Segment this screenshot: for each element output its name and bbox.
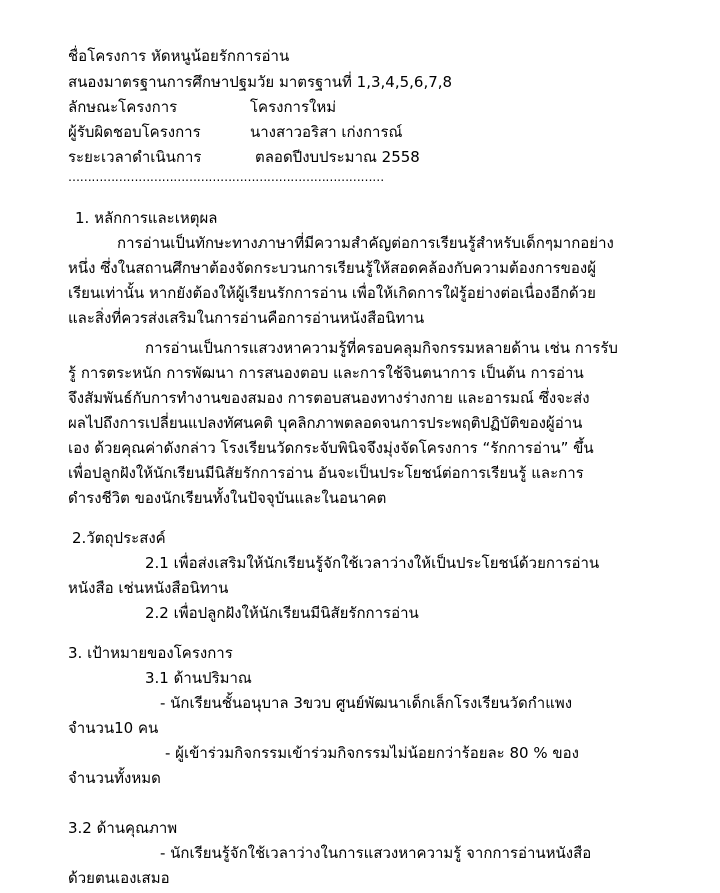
- period-row: [68, 146, 628, 168]
- owner-label: ผู้รับผิดชอบโครงการ: [68, 123, 201, 141]
- section1-p1-line3: เรียนเท่านั้น หากยังต้องให้ผู้เรียนรักการอ่าน เพื่อให้เกิดการใฝ่รู้อย่างต่อเนื่องอีกด้วย: [68, 284, 596, 302]
- project-type-value: โครงการใหม่: [250, 98, 337, 116]
- quantity-target-1-line2: จำนวน10 คน: [68, 719, 159, 737]
- section1-p2-line7: ดำรงชีวิต ของนักเรียนทั้งในปัจจุบันและในอนาคต: [68, 489, 387, 507]
- quality-target-1-line1: - นักเรียนรู้จักใช้เวลาว่างในการแสวงหาความรู้ จากการอ่านหนังสือ: [160, 844, 592, 862]
- standards-line: สนองมาตรฐานการศึกษาปฐมวัย มาตรฐานที่ 1,3,4,5,6,7,8: [68, 73, 453, 91]
- section1-p2-line6: เพื่อปลูกฝังให้นักเรียนมีนิสัยรักการอ่าน อันจะเป็นประโยชน์ต่อการเรียนรู้ และการ: [68, 464, 584, 482]
- section1-p1-line4: และสิ่งที่ควรส่งเสริมในการอ่านคือการอ่านหนังสือนิทาน: [68, 309, 425, 327]
- section1-p2-line2: รู้ การตระหนัก การพัฒนา การสนองตอบ และการใช้จินตนาการ เป็นต้น การอ่าน: [68, 364, 584, 382]
- quantity-target-1-line1: - นักเรียนชั้นอนุบาล 3ขวบ ศูนย์พัฒนาเด็กเล็กโรงเรียนวัดกำแพง: [160, 694, 573, 712]
- section1-p1-line1: การอ่านเป็นทักษะทางภาษาที่มีความสำคัญต่อการเรียนรู้สำหรับเด็กๆมากอย่าง: [117, 234, 614, 252]
- period-label: ระยะเวลาดำเนินการ: [68, 148, 202, 166]
- section1-p2-line5: เอง ด้วยคุณค่าดังกล่าว โรงเรียนวัดกระจับพินิจจึงมุ่งจัดโครงการ “รักการอ่าน” ขึ้น: [68, 439, 594, 457]
- quality-target-1-line2: ด้วยตนเองเสมอ: [68, 869, 170, 887]
- quantity-target-2-line1: - ผู้เข้าร่วมกิจกรรมเข้าร่วมกิจกรรมไม่น้อยกว่าร้อยละ 80 % ของ: [165, 744, 579, 762]
- project-type-row: [68, 96, 628, 118]
- section3-heading: 3. เป้าหมายของโครงการ: [68, 644, 233, 662]
- project-type-label: ลักษณะโครงการ: [68, 98, 178, 116]
- section1-p1-line2: หนึ่ง ซึ่งในสถานศึกษาต้องจัดกระบวนการเรียนรู้ให้สอดคล้องกับความต้องการของผู้: [68, 259, 597, 277]
- section1-p2-line4: ผลไปถึงการเปลี่ยนแปลงทัศนคติ บุคลิกภาพตลอดจนการประพฤติปฏิบัติของผู้อ่าน: [68, 414, 583, 432]
- objective-1-line1: 2.1 เพื่อส่งเสริมให้นักเรียนรู้จักใช้เวลาว่างให้เป็นประโยชน์ด้วยการอ่าน: [145, 554, 600, 572]
- owner-row: [68, 121, 628, 143]
- period-value: ตลอดปีงบประมาณ 2558: [255, 148, 420, 166]
- objective-1-line2: หนังสือ เช่นหนังสือนิทาน: [68, 579, 229, 597]
- section1-p2-line1: การอ่านเป็นการแสวงหาความรู้ที่ครอบคลุมกิจกรรมหลายด้าน เช่น การรับ: [145, 339, 618, 357]
- project-name: ชื่อโครงการ หัดหนูน้อยรักการอ่าน: [68, 47, 290, 65]
- section2-heading: 2.วัตถุประสงค์: [72, 529, 166, 547]
- quantity-target-2-line2: จำนวนทั้งหมด: [68, 769, 161, 787]
- section1-p2-line3: จึงสัมพันธ์กับการทำงานของสมอง การตอบสนองทางร่างกาย และอารมณ์ ซึ่งจะส่ง: [68, 389, 590, 407]
- quality-heading: 3.2 ด้านคุณภาพ: [68, 819, 178, 837]
- quantity-heading: 3.1 ด้านปริมาณ: [145, 669, 252, 687]
- section1-heading: 1. หลักการและเหตุผล: [75, 209, 218, 227]
- divider-dots: ………………………………………………………………………: [68, 170, 384, 184]
- objective-2: 2.2 เพื่อปลูกฝังให้นักเรียนมีนิสัยรักการอ่าน: [145, 604, 419, 622]
- owner-value: นางสาวอริสา เก่งการณ์: [250, 123, 403, 141]
